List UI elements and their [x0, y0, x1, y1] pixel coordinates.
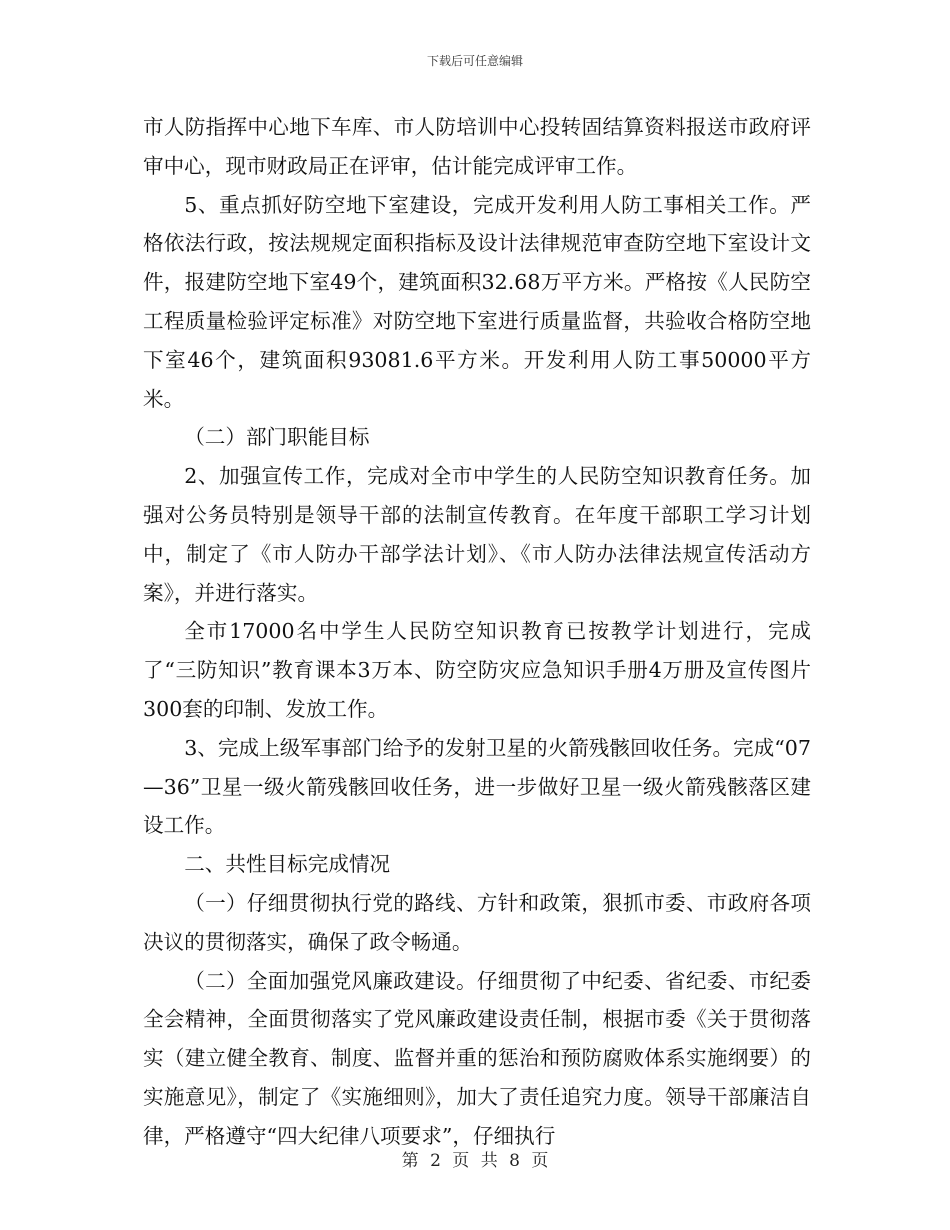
- page-number-footer: 第 2 页 共 8 页: [401, 1151, 549, 1171]
- page-header-note: 下载后可任意编辑: [426, 54, 523, 68]
- paragraph-3: 2、加强宣传工作，完成对全市中学生的人民防空知识教育任务。加强对公务员特别是领导干部的法制宣传教育。在年度干部职工学习计划中，制定了《市人防办干部学法计划》、《市人防办法律法规宣传活动方案》，并进行落实。: [143, 464, 811, 605]
- section-heading-common-goals: 二、共性目标完成情况: [184, 852, 391, 877]
- document-body: [143, 108, 811, 1156]
- paragraph-4: 全市17000名中学生人民防空知识教育已按教学计划进行，完成了“三防知识”教育课本3万本、防空防灾应急知识手册4万册及宣传图片300套的印制、发放工作。: [143, 619, 811, 721]
- paragraph-7: （二）全面加强党风廉政建设。仔细贯彻了中纪委、省纪委、市纪委全会精神，全面贯彻落实了党风廉政建设责任制，根据市委《关于贯彻落实（建立健全教育、制度、监督并重的惩治和预防腐败体系实施纲要）的实施意见》，制定了《实施细则》，加大了责任追究力度。领导干部廉洁自律，严格遵守“四大纪律八项要求”，仔细执行: [143, 968, 811, 1148]
- paragraph-6: （一）仔细贯彻执行党的路线、方针和政策，狠抓市委、市政府各项决议的贯彻落实，确保了政令畅通。: [143, 890, 811, 954]
- section-heading-dept-goals: （二）部门职能目标: [184, 425, 370, 450]
- paragraph-1: 市人防指挥中心地下车库、市人防培训中心投转固结算资料报送市政府评审中心，现市财政局正在评审，估计能完成评审工作。: [143, 115, 811, 178]
- paragraph-2: 5、重点抓好防空地下室建设，完成开发利用人防工事相关工作。严格依法行政，按法规规定面积指标及设计法律规范审查防空地下室设计文件，报建防空地下室49个，建筑面积32.68万平方米。严格按《人民防空工程质量检验评定标准》对防空地下室进行质量监督，共验收合格防空地下室46个，建筑面积93081.6平方米。开发利用人防工事50000平方米。: [143, 192, 811, 411]
- paragraph-5: 3、完成上级军事部门给予的发射卫星的火箭残骸回收任务。完成“07—36”卫星一级火箭残骸回收任务，进一步做好卫星一级火箭残骸落区建设工作。: [143, 735, 811, 838]
